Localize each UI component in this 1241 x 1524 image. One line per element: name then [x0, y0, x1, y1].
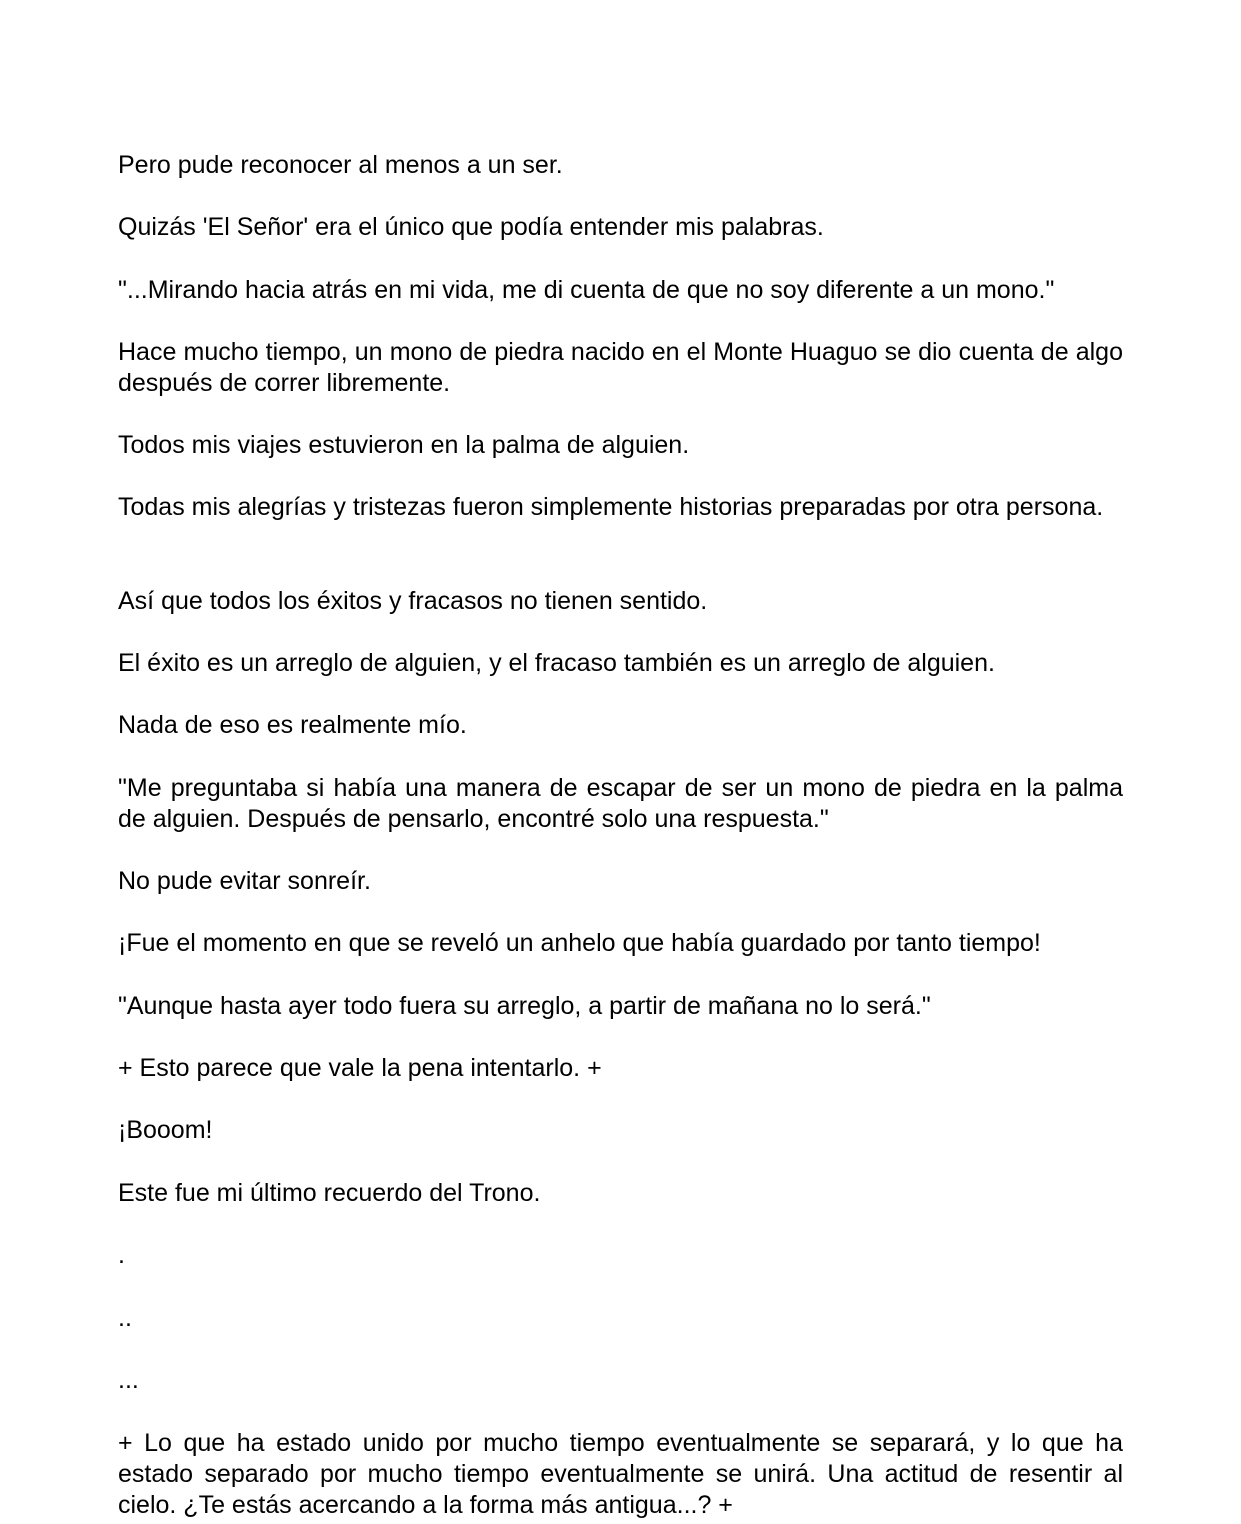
paragraph-11: No pude evitar sonreír. [118, 867, 371, 895]
paragraph-19: ... [118, 1366, 139, 1394]
paragraph-12: ¡Fue el momento en que se reveló un anhelo que había guardado por tanto tiempo! [118, 929, 1041, 957]
paragraph-13: "Aunque hasta ayer todo fuera su arreglo, a partir de mañana no lo será." [118, 992, 931, 1020]
paragraph-14: + Esto parece que vale la pena intentarlo. + [118, 1054, 602, 1082]
paragraph-16: Este fue mi último recuerdo del Trono. [118, 1179, 541, 1207]
paragraph-6: Todas mis alegrías y tristezas fueron simplemente historias preparadas por otra persona. [118, 493, 1104, 521]
paragraph-4: Hace mucho tiempo, un mono de piedra nacido en el Monte Huaguo se dio cuenta de algo después de correr libremente. [118, 338, 1123, 397]
paragraph-15: ¡Booom! [118, 1116, 213, 1144]
paragraph-3: "...Mirando hacia atrás en mi vida, me di cuenta de que no soy diferente a un mono." [118, 276, 1055, 304]
paragraph-7: Así que todos los éxitos y fracasos no tienen sentido. [118, 587, 708, 615]
document-page [118, 0, 1123, 1524]
paragraph-20: + Lo que ha estado unido por mucho tiempo eventualmente se separará, y lo que ha estado separado por mucho tiempo eventualmente se unirá. Una actitud de resentir al cielo. ¿Te estás acercando a la forma más antigua...? + [118, 1429, 1123, 1519]
paragraph-9: Nada de eso es realmente mío. [118, 711, 467, 739]
paragraph-17: . [118, 1241, 125, 1269]
paragraph-1: Pero pude reconocer al menos a un ser. [118, 151, 563, 179]
paragraph-5: Todos mis viajes estuvieron en la palma de alguien. [118, 431, 690, 459]
paragraph-8: El éxito es un arreglo de alguien, y el fracaso también es un arreglo de alguien. [118, 649, 995, 677]
paragraph-18: .. [118, 1304, 132, 1332]
paragraph-10: "Me preguntaba si había una manera de escapar de ser un mono de piedra en la palma de alguien. Después de pensarlo, encontré solo una respuesta." [118, 774, 1123, 833]
paragraph-2: Quizás 'El Señor' era el único que podía entender mis palabras. [118, 213, 824, 241]
